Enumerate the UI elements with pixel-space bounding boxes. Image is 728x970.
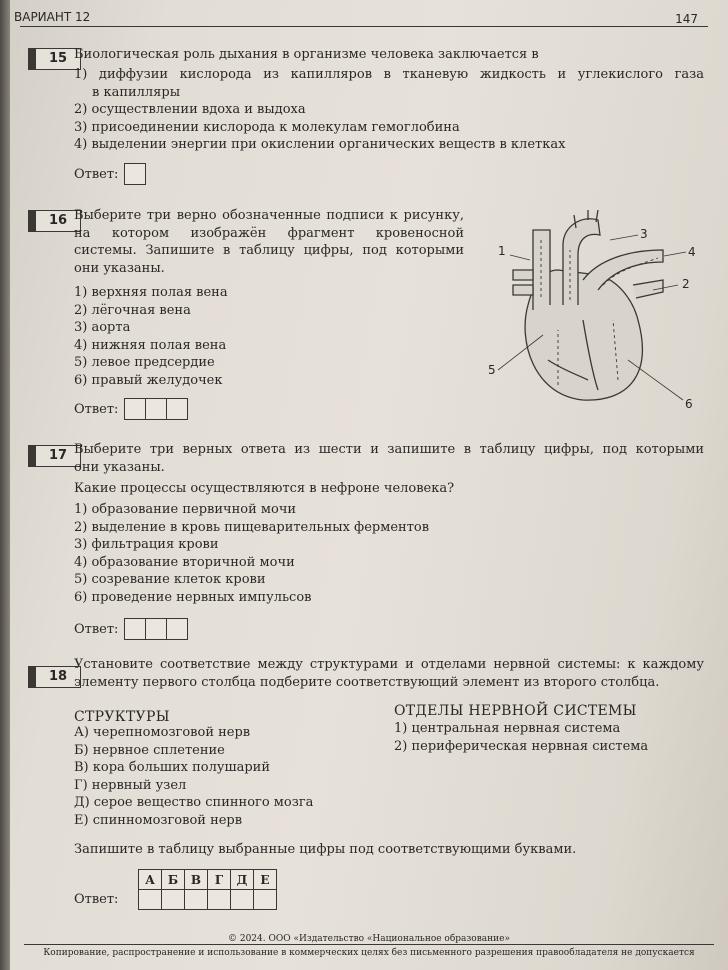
table-header-d: Д — [231, 870, 254, 890]
option: 4) образование вторичной мочи — [74, 554, 295, 570]
question-line: Выберите три верно обозначенные подписи к рисунку, — [74, 208, 464, 223]
question-18-text — [74, 656, 704, 691]
answer-cell[interactable] — [185, 890, 208, 910]
option: 2) осуществлении вдоха и выдоха — [74, 102, 306, 117]
answer-cell[interactable] — [139, 890, 162, 910]
header-rule — [20, 26, 708, 27]
question-line: системы. Запишите в таблицу цифры, под которыми — [74, 243, 464, 258]
question-16-text — [74, 207, 464, 277]
figure-label-3: 3 — [640, 227, 648, 241]
divisions-list — [394, 720, 704, 755]
option: 1) образование первичной мочи — [74, 502, 297, 517]
figure-label-2: 2 — [682, 277, 690, 291]
answer-cell[interactable] — [124, 398, 146, 420]
exam-page — [10, 0, 728, 970]
vena-cava-shape — [533, 230, 550, 310]
table-header-g: Г — [208, 870, 231, 890]
question-line: они указаны. — [74, 459, 165, 475]
option: 4) выделении энергии при окислении органических веществ в клетках — [74, 137, 566, 152]
question-18-instruction: Запишите в таблицу выбранные цифры под соответствующими буквами. — [74, 842, 577, 857]
option: 5) созревание клеток крови — [74, 572, 266, 587]
question-16-options — [74, 284, 464, 389]
question-line: элементу первого столбца подберите соответствующий элемент из второго столбца. — [74, 674, 660, 690]
answer-cell[interactable] — [124, 163, 146, 185]
footer-notice: Копирование, распространение и использование в коммерческих целях без письменного разрешения правообладателя не допускается — [43, 948, 695, 958]
table-header-v: В — [185, 870, 208, 890]
divisions-column-title: ОТДЕЛЫ НЕРВНОЙ СИСТЕМЫ — [394, 703, 637, 719]
page-number: 147 — [675, 12, 698, 26]
structure-item: Е) спинномозговой нерв — [74, 812, 243, 828]
question-16-answer — [74, 398, 187, 420]
answer-label: Ответ: — [74, 401, 119, 417]
option: 4) нижняя полая вена — [74, 337, 227, 353]
matching-answer-table — [138, 869, 277, 910]
option: 5) левое предсердие — [74, 355, 215, 370]
structures-list — [74, 724, 374, 829]
question-17-answer — [74, 618, 187, 640]
label-leader-1 — [510, 255, 530, 260]
question-15-text: Биологическая роль дыхания в организме человека заключается в — [74, 47, 539, 62]
figure-label-6: 6 — [685, 397, 693, 410]
book-binding-edge — [0, 0, 10, 970]
division-item: 1) центральная нервная система — [394, 721, 621, 736]
question-18-number: 18 — [28, 666, 81, 688]
variant-label: ВАРИАНТ 12 — [14, 10, 91, 24]
table-header-e: Е — [254, 870, 277, 890]
question-16-number: 16 — [28, 210, 81, 232]
answer-cell[interactable] — [208, 890, 231, 910]
option: 1) верхняя полая вена — [74, 285, 228, 300]
label-leader-4 — [664, 252, 686, 256]
structure-item: В) кора больших полушарий — [74, 760, 271, 775]
answer-cell[interactable] — [231, 890, 254, 910]
option: 2) выделение в кровь пищеварительных ферментов — [74, 519, 430, 535]
option: 6) проведение нервных импульсов — [74, 589, 312, 605]
question-line: они указаны. — [74, 260, 165, 276]
figure-label-1: 1 — [498, 244, 506, 258]
answer-cell[interactable] — [166, 398, 188, 420]
heart-diagram — [488, 210, 703, 410]
answer-cell[interactable] — [145, 398, 167, 420]
question-line: на котором изображён фрагмент кровеносной — [74, 225, 464, 241]
answer-label: Ответ: — [74, 892, 119, 907]
option: 3) присоединении кислорода к молекулам гемоглобина — [74, 119, 460, 135]
question-15-number: 15 — [28, 48, 81, 70]
answer-cell[interactable] — [145, 618, 167, 640]
structure-item: А) черепномозговой нерв — [74, 725, 251, 740]
answer-cell[interactable] — [254, 890, 277, 910]
structure-item: Д) серое вещество спинного мозга — [74, 795, 314, 810]
footer-copyright: © 2024. ООО «Издательство «Национальное образование» — [227, 934, 510, 944]
question-18-answer-label — [74, 892, 118, 907]
question-line: Установите соответствие между структурами и отделами нервной системы: к каждому — [74, 657, 704, 672]
answer-cell[interactable] — [166, 618, 188, 640]
figure-label-5: 5 — [488, 363, 496, 377]
answer-label: Ответ: — [74, 621, 119, 637]
option: 3) фильтрация крови — [74, 537, 219, 552]
question-15-options — [74, 66, 704, 154]
option: 6) правый желудочек — [74, 372, 223, 388]
figure-label-4: 4 — [688, 245, 696, 259]
option: 2) лёгочная вена — [74, 302, 191, 318]
option: 1) диффузии кислорода из капилляров в тканевую жидкость и углекислого газа — [74, 67, 704, 82]
structure-item: Б) нервное сплетение — [74, 742, 225, 758]
question-17-text — [74, 441, 704, 476]
table-header-b: Б — [162, 870, 185, 890]
label-leader-6 — [628, 360, 683, 400]
table-header-a: А — [139, 870, 162, 890]
question-17-number: 17 — [28, 445, 81, 467]
structure-item: Г) нервный узел — [74, 777, 187, 793]
question-17-subquestion: Какие процессы осуществляются в нефроне человека? — [74, 481, 455, 496]
option: 3) аорта — [74, 320, 131, 335]
division-item: 2) периферическая нервная система — [394, 738, 649, 754]
question-17-options — [74, 501, 704, 606]
question-15-answer — [74, 163, 145, 185]
left-vessels-shape — [513, 270, 533, 295]
option-continuation: в капилляры — [92, 84, 181, 100]
answer-cell[interactable] — [124, 618, 146, 640]
structures-column-title: СТРУКТУРЫ — [74, 709, 170, 725]
label-leader-3 — [610, 235, 638, 240]
answer-label: Ответ: — [74, 166, 119, 182]
footer-rule — [24, 944, 714, 945]
answer-cell[interactable] — [162, 890, 185, 910]
question-line: Выберите три верных ответа из шести и запишите в таблицу цифры, под которыми — [74, 442, 704, 457]
